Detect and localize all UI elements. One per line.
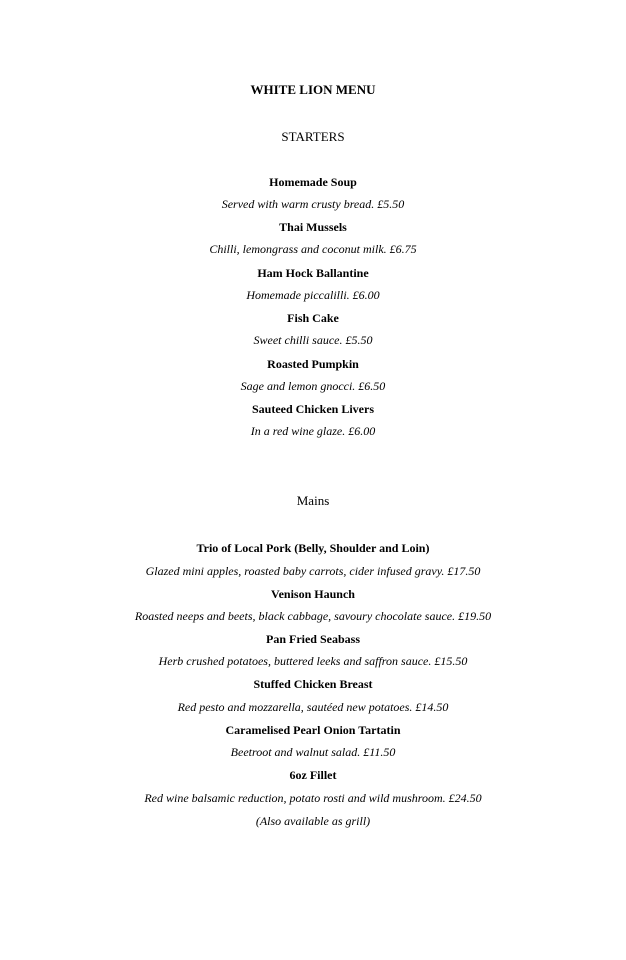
main-name: Caramelised Pearl Onion Tartatin [225, 723, 401, 737]
main-name: Trio of Local Pork (Belly, Shoulder and Loin) [196, 541, 430, 555]
main-name: 6oz Fillet [289, 768, 337, 782]
starter-name: Roasted Pumpkin [267, 357, 359, 371]
mains-heading: Mains [296, 493, 330, 508]
starter-name: Homemade Soup [269, 175, 357, 189]
main-description: Glazed mini apples, roasted baby carrots, cider infused gravy. £17.50 [145, 564, 481, 578]
main-name: Pan Fried Seabass [265, 632, 360, 646]
menu-title: WHITE LION MENU [250, 82, 376, 97]
main-description: Roasted neeps and beets, black cabbage, savoury chocolate sauce. £19.50 [134, 609, 492, 623]
starter-name: Thai Mussels [279, 220, 347, 234]
starter-description: In a red wine glaze. £6.00 [250, 424, 376, 438]
starters-heading: STARTERS [281, 129, 345, 144]
grill-note: (Also available as grill) [255, 814, 371, 828]
starter-name: Sauteed Chicken Livers [251, 402, 374, 416]
main-name: Stuffed Chicken Breast [253, 677, 373, 691]
starter-description: Served with warm crusty bread. £5.50 [221, 197, 405, 211]
starter-description: Chilli, lemongrass and coconut milk. £6.75 [209, 242, 417, 256]
main-description: Red wine balsamic reduction, potato rosti and wild mushroom. £24.50 [144, 791, 482, 805]
main-description: Red pesto and mozzarella, sautéed new potatoes. £14.50 [177, 700, 449, 714]
starter-name: Ham Hock Ballantine [257, 266, 369, 280]
starter-name: Fish Cake [287, 311, 339, 325]
starter-description: Sage and lemon gnocci. £6.50 [240, 379, 386, 393]
starter-description: Homemade piccalilli. £6.00 [246, 288, 380, 302]
main-description: Beetroot and walnut salad. £11.50 [230, 745, 396, 759]
starter-description: Sweet chilli sauce. £5.50 [253, 333, 373, 347]
main-name: Venison Haunch [271, 587, 355, 601]
main-description: Herb crushed potatoes, buttered leeks and saffron sauce. £15.50 [158, 654, 468, 668]
